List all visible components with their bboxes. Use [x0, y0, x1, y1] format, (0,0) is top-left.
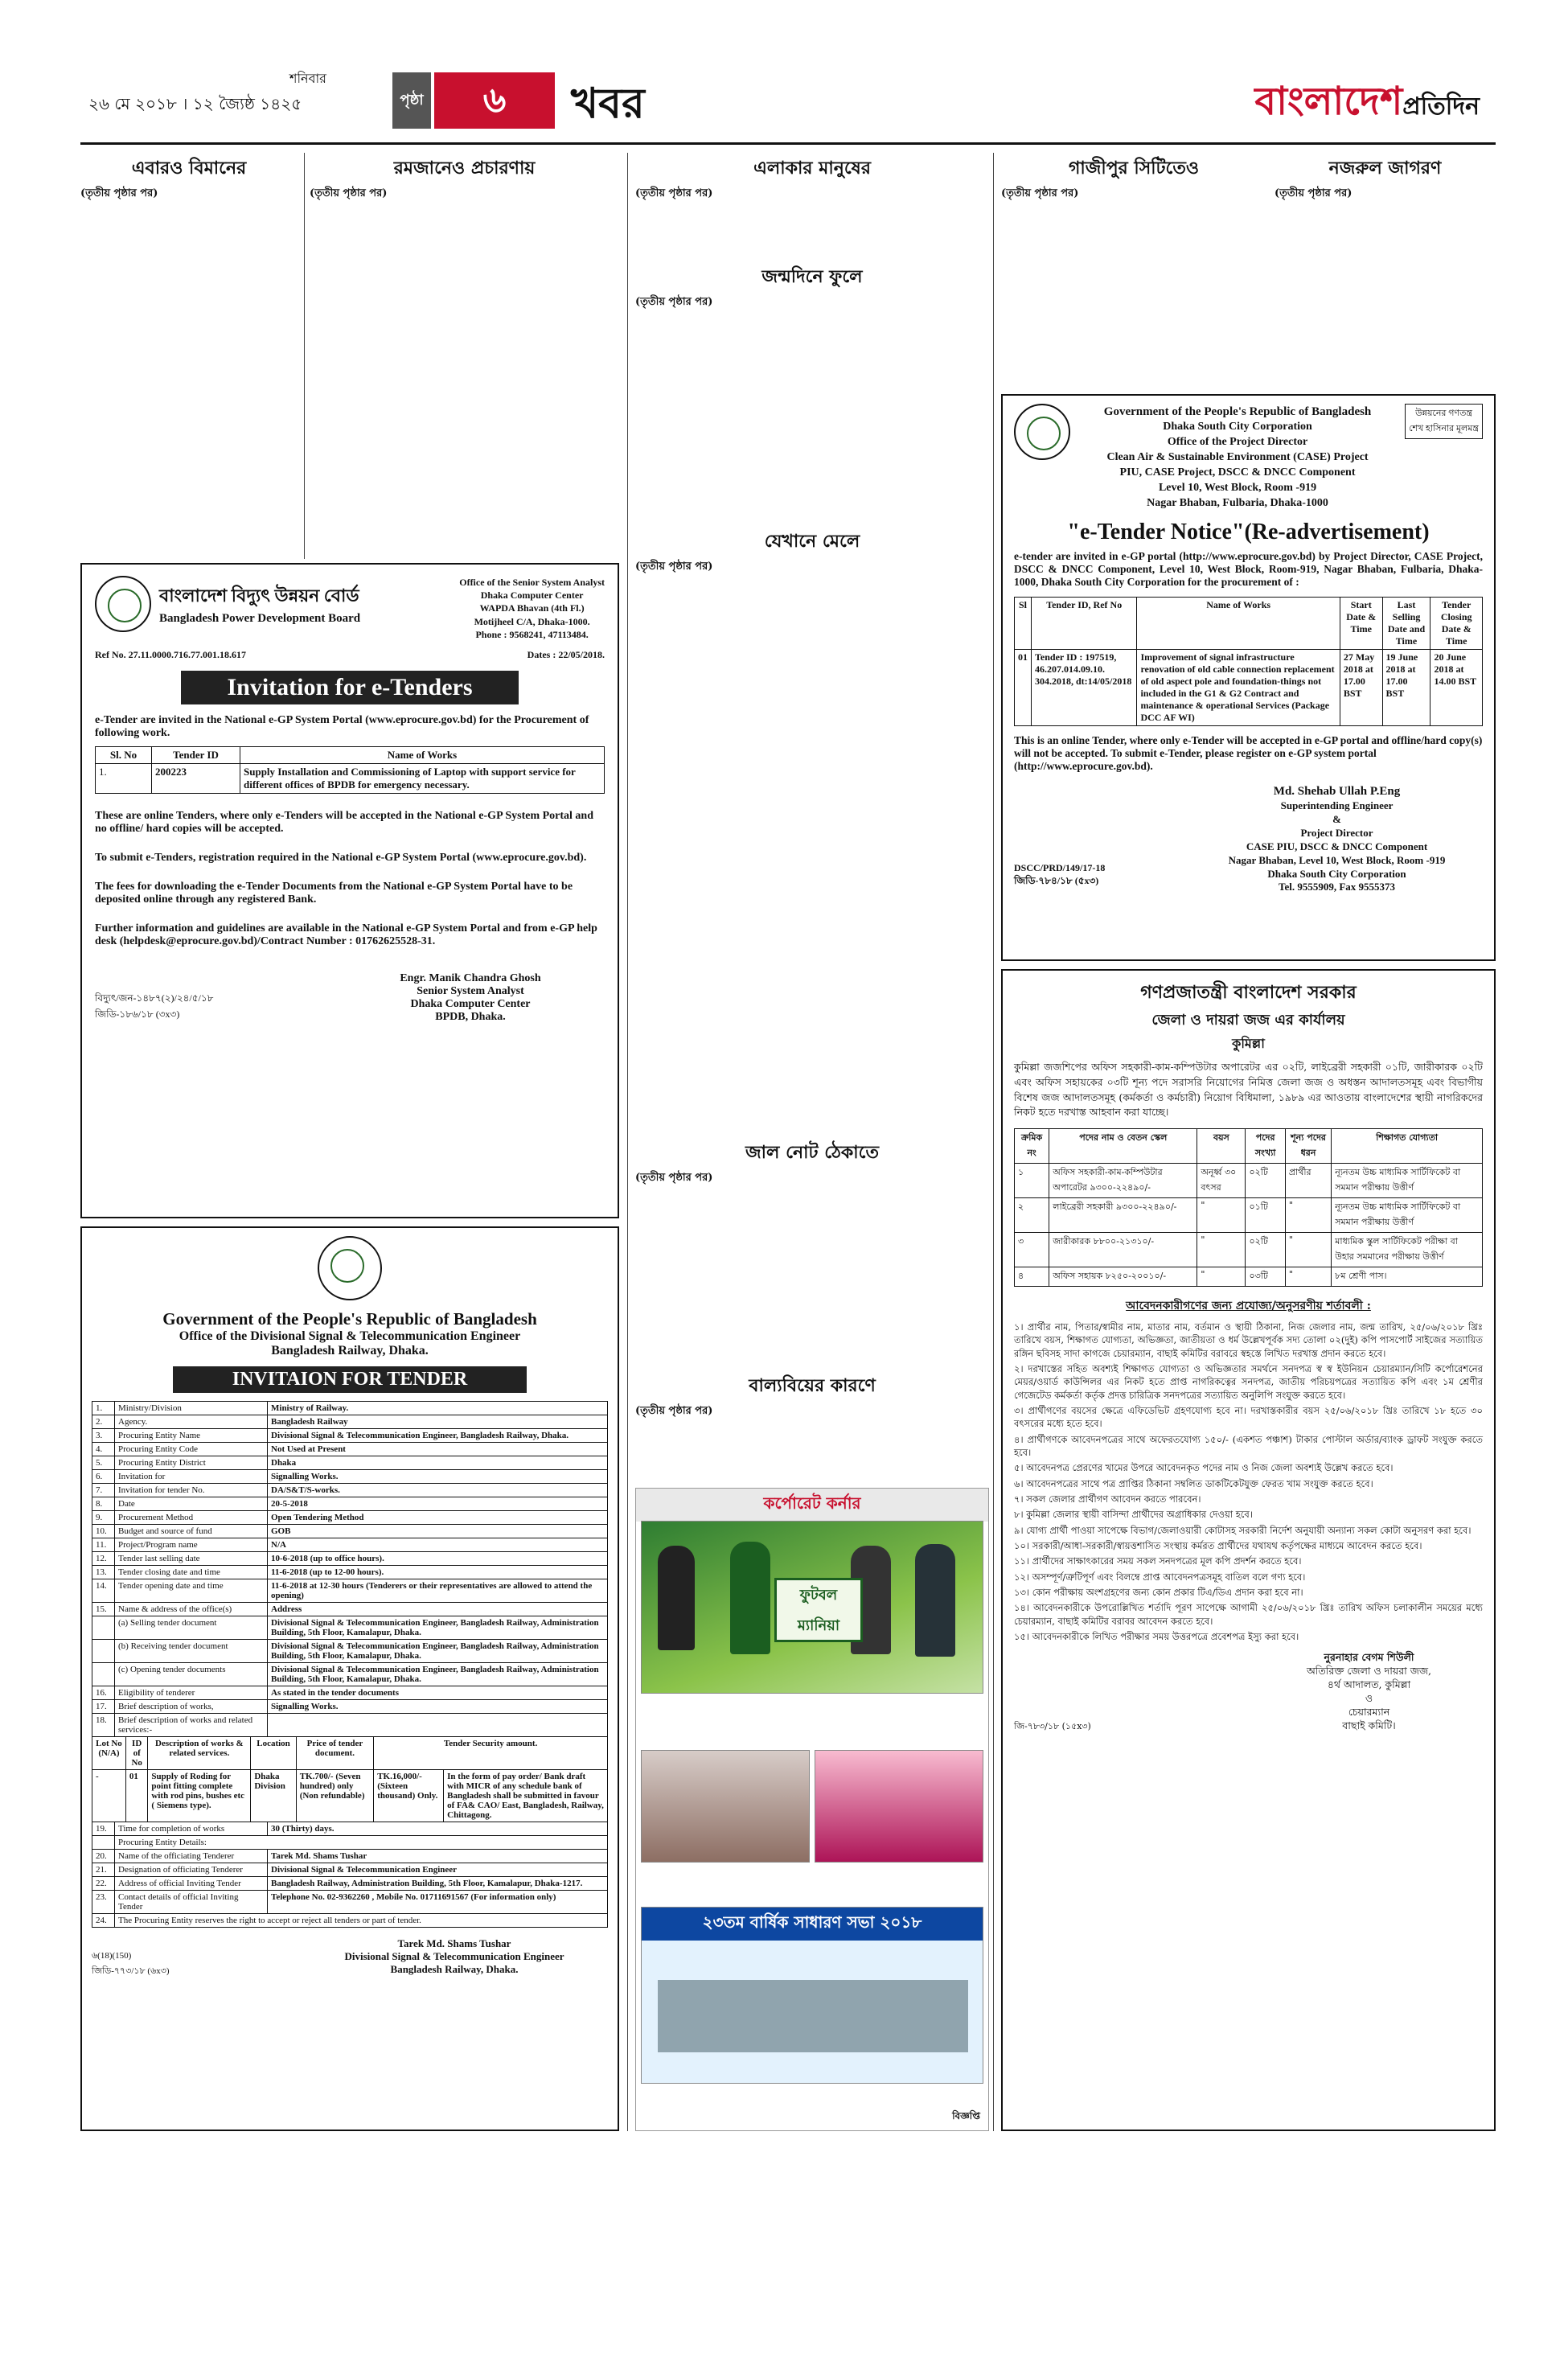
- row-value: N/A: [268, 1538, 608, 1552]
- column-divider: [304, 153, 305, 559]
- dscc-title: "e-Tender Notice"(Re-advertisement): [1067, 519, 1430, 544]
- news-column-2: [310, 153, 619, 559]
- column-divider: [993, 153, 994, 2131]
- headline-jal-note: জাল নোট ঠেকাতে: [745, 1143, 879, 1164]
- bpdb-tender-notice: বাংলাদেশ বিদ্যুৎ উন্নয়ন বোর্ড Bangladesh Power Development Board Office of the Senior System Analyst Dhaka Computer Center WAPDA Bhavan (4th Fl.) Motijheel C/A, Dhaka-1000. Phone : 9568241, 47113484. Ref No. 27.11.0000.716.77.001.18.617 Dates : 22/05/2018. Invitation for e-Tenders e-Tender are invited in the National e-GP System Portal (www.eprocure.gov.bd) for the Procurement of following work. Sl. No Tender ID Name of Works 1. 200223 Supply Installation and Commissioning of Laptop with support service for different offices of BPDB for emergency necessary. These are online Tenders, where only e-Tenders will be accepted in the National e-GP System Portal and no offline/ hard copies will be accepted. To submit e-Tenders, registration required in the National e-GP System Portal (www.eprocure.gov.bd). The fees for downloading the e-Tender Documents from the National e-GP System Portal have to be deposited online through any registered Bank. Further information and guidelines are available in the National e-GP System Portal and from e-GP help desk (helpdesk@eprocure.gov.bd)/Contract Number : 01762625528-31. Engr. Manik Chandra Ghosh Senior System Analyst Dhaka Computer Center BPDB, Dhaka. বিদ্যুৎ/জন-১৪৮৭(২)/২৪/৫/১৮ জিডি-১৮৬/১৮ (৩x৩): [80, 563, 619, 1218]
- table-cell: ৩: [1015, 1233, 1049, 1267]
- row-number: 14.: [92, 1579, 115, 1603]
- railway-tender-notice: Government of the People's Republic of Bangladesh Office of the Divisional Signal & Telecommunication Engineer Bangladesh Railway, Dhaka. INVITAION FOR TENDER 1. Ministry/Division Ministry of Railway. 2. Agency. Bangladesh Railway 3. Procuring Entity Name Divisional Signal & Telecommunication Engineer, Bangladesh Railway, Dhaka. 4. Procuring Entity Code Not Used at Present 5. Procuring Entity District Dhaka 6. Invitation for Signalling Works. 7. Invitation for tender No. DA/S&T/S-works. 8. Date 20-5-2018 9. Procurement Method Open Tendering Method 10. Budget and source of fund GOB 11. Project/Program name N/A 12. Tender last selling date 10-6-2018 (up to office hours). 13. Tender closing date and time 11-6-2018 (up to 12-00 hours). 14. Tender opening date and time 11-6-2018 at 12-30 hours (Tenderers or their representatives are allowed to attend the opening) 15. Name & address of the office(s) Address (a) Selling tender document Divisional Signal & Telecommunication Engineer, Bangladesh Railway, Administration Building, 5th Floor, Kamalapur, Dhaka. (b) Receiving tender document Divisional Signal & Telecommunication Engineer, Bangladesh Railway, Administration Building, 5th Floor, Kamalapur, Dhaka. (c) Opening tender documents Divisional Signal & Telecommunication Engineer, Bangladesh Railway, Administration Building, 5th Floor, Kamalapur, Dhaka. 16. Eligibility of tenderer As stated in the tender documents 17. Brief description of works, Signalling Works. 18. Brief description of works and related services:- Lot No (N/A) ID of No Description of works & related services. Location Price of tender document. Tender Security amount. - 01 Supply of Roding for point fitting complete with rod pins, bushes etc ( Siemens type). Dhaka Division TK.700/- (Seven hundred) only (Non refundable) TK.16,000/- (Sixteen thousand) Only. In the form of pay order/ Bank draft with MICR of any schedule bank of Bangladesh shall be submitted in favour of FA& CAO/ East, Bangladesh, Railway, Chittagong. 19. Time for completion of works 30 (Thirty) days. Procuring Entity Details: 20. Name of the officiating Tenderer Tarek Md. Shams Tushar 21. Designation of officiating Tenderer Divisional Signal & Telecommunication Engineer 22. Address of official Inviting Tender Bangladesh Railway, Administration Building, 5th Floor, Kamalapur, Dhaka-1217. 23. Contact details of official Inviting Tender Telephone No. 02-9362260 , Mobile No. 01711691567 (For information only) 24. The Procuring Entity reserves the right to accept or reject all tenders or part of tender. Tarek Md. Shams Tushar Divisional Signal & Telecommunication Engineer Bangladesh Railway, Dhaka. ৬(18)(150) জিডি-৭৭৩/১৮ (৬x৩): [80, 1226, 619, 2131]
- comilla-office: জেলা ও দায়রা জজ এর কার্যালয়: [1151, 1012, 1345, 1029]
- table-row: [92, 1456, 608, 1470]
- row-number: 13.: [92, 1566, 115, 1579]
- table-cell: 20 June 2018 at 14.00 BST: [1430, 649, 1483, 725]
- table-row: [92, 1525, 608, 1538]
- row-value: Open Tendering Method: [268, 1511, 608, 1525]
- photo-agm: [641, 1907, 983, 2084]
- table-cell: 01: [125, 1770, 148, 1822]
- row-value: Divisional Signal & Telecommunication Engineer, Bangladesh Railway, Administration Building, 5th Floor, Kamalapur, Dhaka.: [268, 1640, 608, 1663]
- condition-item: ১৪। আবেদনকারীকে উপরোল্লিখিত শর্তাদি পূরণ সাপেক্ষে আগামী ২৫/০৬/২০১৮ খ্রিঃ তারিখ অফিস চলাকালীন সময়ের মধ্যে চেয়ারম্যান, বাছাই কমিটির বরাবর আবেদন করতে হবে।: [1014, 1602, 1483, 1627]
- table-row: [92, 1484, 608, 1497]
- newspaper-logo: বাংলাদেশপ্রতিদিন: [1254, 79, 1480, 124]
- bpdb-para-1: These are online Tenders, where only e-Tenders will be accepted in the National e-GP System Portal and no offline/ hard copies will be accepted.: [95, 809, 594, 835]
- table-cell: ": [1197, 1233, 1246, 1267]
- railway-works-table: [92, 1736, 608, 1822]
- row-label: Contact details of official Inviting Tender: [115, 1891, 268, 1914]
- headline-jekhane: যেখানে মেলে: [764, 532, 860, 552]
- railway-emblem-icon: [318, 1236, 382, 1300]
- row-label: Project/Program name: [115, 1538, 268, 1552]
- photo-award: [641, 1750, 810, 1863]
- dscc-intro: e-tender are invited in e-GP portal (http://www.eprocure.gov.bd) by Project Director, CASE Project, DSCC & DNCC Component, Level 10, West Block, Room-919, Nagar Bhaban, Fulbaria, Dhaka-1000, Dhaka South City Corporation for the procurement of :: [1014, 549, 1483, 588]
- bpdb-center: Dhaka Computer Center: [480, 589, 584, 602]
- table-cell: -: [92, 1770, 126, 1822]
- row-value: Divisional Signal & Telecommunication Engineer, Bangladesh Railway, Administration Building, 5th Floor, Kamalapur, Dhaka.: [268, 1663, 608, 1686]
- photo-football-mania: [641, 1521, 983, 1694]
- table-cell: মাধ্যমিক স্কুল সার্টিফিকেট পরীক্ষা বা উহার সমমানের পরীক্ষায় উত্তীর্ণ: [1332, 1233, 1483, 1267]
- page-number: ৬: [482, 80, 507, 121]
- bpdb-date: Dates : 22/05/2018.: [527, 648, 605, 660]
- table-cell: 27 May 2018 at 17.00 BST: [1340, 649, 1382, 725]
- row-number: 16.: [92, 1686, 115, 1700]
- table-row: [92, 1863, 608, 1877]
- table-row: [92, 1836, 608, 1850]
- table-cell: Tender ID : 197519, 46.207.014.09.10. 304.2018, dt:14/05/2018: [1032, 649, 1137, 725]
- railway-office: Office of the Divisional Signal & Telecommunication Engineer: [179, 1329, 521, 1343]
- dscc-govt: Government of the People's Republic of Bangladesh: [1103, 405, 1372, 418]
- table-cell: ০২টি: [1246, 1164, 1285, 1198]
- page-label: পৃষ্ঠা: [392, 72, 431, 129]
- bpdb-signatory: Engr. Manik Chandra Ghosh: [400, 971, 541, 984]
- row-label: Invitation for: [115, 1470, 268, 1484]
- row-value: Dhaka: [268, 1456, 608, 1470]
- table-cell: অনূর্ধ্ব ৩০ বৎসর: [1197, 1164, 1246, 1198]
- bpdb-address: Motijheel C/A, Dhaka-1000.: [474, 615, 590, 627]
- row-value: 10-6-2018 (up to office hours).: [268, 1552, 608, 1566]
- row-value: DA/S&T/S-works.: [268, 1484, 608, 1497]
- comilla-signatory: নুরনাহার বেগম শিউলী: [1324, 1651, 1414, 1664]
- lead-ref: (তৃতীয় পৃষ্ঠার পর): [310, 187, 388, 199]
- table-cell: ": [1197, 1198, 1246, 1233]
- table-cell: অফিস সহায়ক ৮২৫০-২০০১০/-: [1049, 1267, 1197, 1287]
- table-cell: Dhaka Division: [251, 1770, 296, 1822]
- condition-item: ৯। যোগ্য প্রার্থী পাওয়া সাপেক্ষে বিভাগ/জেলাওয়ারী কোটাসহ সরকারী নির্দেশ অনুযায়ী অন্যান্য সকল কোটা অনুসরণ করা হবে।: [1014, 1524, 1472, 1536]
- condition-item: ১২। অসম্পূর্ণ/ত্রুটিপূর্ণ এবং বিলম্বে প্রাপ্ত আবেদনপত্রসমূহ বাতিল বলে গণ্য হবে।: [1014, 1571, 1306, 1583]
- table-cell: জারীকারক ৮৮০০-২১৩১০/-: [1049, 1233, 1197, 1267]
- row-number: 2.: [92, 1415, 115, 1429]
- row-label: Eligibility of tenderer: [115, 1686, 268, 1700]
- condition-item: ১। প্রার্থীর নাম, পিতার/স্বামীর নাম, মাতার নাম, বর্তমান ও স্থায়ী ঠিকানা, নিজ জেলার নাম, জন্ম তারিখ, ২৫/০৬/২০১৮ খ্রিঃ তারিখে বয়স, শিক্ষাগত যোগ্যতা, অভিজ্ঞতা, জাতীয়তা ও ধর্ম উল্লেখপূর্বক সদ্য তোলা ০২(দুই) কপি পাসপোর্ট সাইজের সত্যায়িত রঙ্গিন ছবিসহ সাদা কাগজে চেয়ারম্যান, বাছাই কমিটির বরাবরে স্বহস্তে লিখিত দরখাস্ত প্রদান করতে হবে।: [1014, 1321, 1483, 1359]
- table-cell: ": [1285, 1198, 1331, 1233]
- row-value: As stated in the tender documents: [268, 1686, 608, 1700]
- row-number: 8.: [92, 1497, 115, 1511]
- row-label: Ministry/Division: [115, 1402, 268, 1415]
- column-header: Location: [251, 1737, 296, 1770]
- row-label: Procuring Entity Code: [115, 1443, 268, 1456]
- headline-birthday: জন্মদিনে ফুলে: [761, 266, 863, 287]
- row-label: (c) Opening tender documents: [115, 1663, 268, 1686]
- row-number: 5.: [92, 1456, 115, 1470]
- table-row: [92, 1470, 608, 1484]
- dscc-works-table: [1014, 597, 1483, 726]
- row-label: Procuring Entity Details:: [115, 1836, 608, 1850]
- row-label: Date: [115, 1497, 268, 1511]
- column-header: Tender ID, Ref No: [1032, 597, 1137, 649]
- condition-item: ৮। কুমিল্লা জেলার স্থায়ী বাসিন্দা প্রার্থীদের অগ্রাধিকার দেওয়া হবে।: [1014, 1509, 1253, 1521]
- row-number: [92, 1616, 115, 1640]
- table-cell: ০২টি: [1246, 1233, 1285, 1267]
- table-cell: ৪: [1015, 1267, 1049, 1287]
- row-label: Time for completion of works: [115, 1822, 268, 1836]
- row-label: Invitation for tender No.: [115, 1484, 268, 1497]
- table-row: [1015, 1198, 1483, 1233]
- table-cell: ন্যূনতম উচ্চ মাধ্যমিক সার্টিফিকেট বা সমমান পরীক্ষায় উত্তীর্ণ: [1332, 1164, 1483, 1198]
- release-label: বিজ্ঞপ্তি: [952, 2110, 980, 2121]
- row-value: Divisional Signal & Telecommunication Engineer, Bangladesh Railway, Dhaka.: [268, 1429, 608, 1443]
- row-label: (b) Receiving tender document: [115, 1640, 268, 1663]
- column-header: Tender Closing Date & Time: [1430, 597, 1483, 649]
- headline-elakar: এলাকার মানুষের: [753, 158, 871, 179]
- condition-item: ১১। প্রার্থীদের সাক্ষাৎকারের সময় সকল সনদপত্রের মূল কপি প্রদর্শন করতে হবে।: [1014, 1555, 1302, 1567]
- table-row: [92, 1877, 608, 1891]
- railway-org: Bangladesh Railway, Dhaka.: [271, 1344, 429, 1357]
- condition-item: ৪। প্রার্থীগণকে আবেদনপত্রের সাথে অফেরতযোগ্য ১৫০/- (একশত পঞ্চাশ) টাকার পোস্টাল অর্ডার/ব্যাংক ড্রাফট সংযুক্ত করতে হবে।: [1014, 1433, 1483, 1458]
- headline-biman: এবারও বিমানের: [131, 158, 247, 179]
- bpdb-para-4: Further information and guidelines are available in the National e-GP System Portal and from e-GP help desk (helpdesk@eprocure.gov.bd)/Contract Number : 01762625528-31.: [95, 922, 597, 947]
- row-label: Tender opening date and time: [115, 1579, 268, 1603]
- row-value: Bangladesh Railway, Administration Building, 5th Floor, Kamalapur, Dhaka-1217.: [268, 1877, 608, 1891]
- photo-event: [815, 1750, 983, 1863]
- row-value: Ministry of Railway.: [268, 1402, 608, 1415]
- headline-balyabiye: বাল্যবিয়ের কারণে: [749, 1375, 876, 1396]
- row-number: [92, 1640, 115, 1663]
- row-label: Agency.: [115, 1415, 268, 1429]
- table-row: [92, 1822, 608, 1836]
- table-cell: Improvement of signal infrastructure renovation of old cable connection replacement of old aspect pole and foundation-things not included in the G1 & G2 Contract and maintenance & operational Services (Package DCC AF WI): [1137, 649, 1340, 725]
- table-row: [92, 1429, 608, 1443]
- row-number: 6.: [92, 1470, 115, 1484]
- row-number: 17.: [92, 1700, 115, 1714]
- news-column-1: [80, 153, 298, 559]
- table-row: [92, 1511, 608, 1525]
- table-cell: ": [1197, 1267, 1246, 1287]
- bpdb-title: Invitation for e-Tenders: [181, 671, 519, 704]
- table-row: [92, 1402, 608, 1415]
- masthead: [80, 56, 1496, 145]
- news-column-4: গাজীপুর সিটিতেও (তৃতীয় পৃষ্ঠার পর): [1001, 153, 1266, 386]
- row-value: [268, 1714, 608, 1737]
- row-label: Name of the officiating Tenderer: [115, 1850, 268, 1863]
- row-value: 20-5-2018: [268, 1497, 608, 1511]
- row-value: GOB: [268, 1525, 608, 1538]
- row-number: 20.: [92, 1850, 115, 1863]
- table-cell: ": [1285, 1267, 1331, 1287]
- column-header: পদের নাম ও বেতন স্কেল: [1049, 1129, 1197, 1164]
- row-number: 24.: [92, 1914, 115, 1928]
- row-value: 30 (Thirty) days.: [268, 1822, 608, 1836]
- condition-item: ৩। প্রার্থীগণের বয়সের ক্ষেত্রে এফিডেভিট গ্রহণযোগ্য হবে না। দরখাস্তকারীর বয়স ২৫/০৬/২০১৮ খ্রিঃ তারিখে ১৮ হতে ৩০ বৎসরের মধ্যে হতে হবে।: [1014, 1404, 1483, 1430]
- bpdb-office: Office of the Senior System Analyst: [459, 577, 605, 588]
- row-value: Signalling Works.: [268, 1700, 608, 1714]
- column-header: Last Selling Date and Time: [1382, 597, 1430, 649]
- row-label: (a) Selling tender document: [115, 1616, 268, 1640]
- bpdb-works-table: [95, 746, 605, 794]
- condition-item: ২। দরখাস্তের সহিত অবশ্যই শিক্ষাগত যোগ্যতা ও অভিজ্ঞতার সমর্থনে সনদপত্র স্ব স্ব ইউনিয়ন চেয়ারম্যান/সিটি কর্পোরেশনের মেয়র/ওয়ার্ড কাউন্সিলর এর নিকট হতে প্রাপ্ত নাগরিকত্বের সনদপত্র, জাতীয় পরিচয়পত্রের সত্যায়িত কপি এবং ১ম শ্রেণীর গেজেটেড কর্মকর্তা কর্তৃক প্রদত্ত চারিত্রিক সনদপত্রের সত্যায়িত অনুলিপি সংযুক্ত করতে হবে।: [1014, 1362, 1483, 1401]
- bpdb-phone: Phone : 9568241, 47113484.: [475, 628, 589, 640]
- table-row: [92, 1603, 608, 1616]
- comilla-district: কুমিল্লা: [1232, 1036, 1265, 1051]
- comilla-footer-gd: জি-৭৮৩/১৮ (১৫x৩): [1014, 1721, 1091, 1732]
- bpdb-name-en: Bangladesh Power Development Board: [159, 612, 361, 625]
- dscc-para-1: This is an online Tender, where only e-Tender will be accepted in e-GP portal and offline/hard copy(s) will not be accepted. To submit e-Tender, please register on e-GP system portal (http://www.eprocure.gov.bd).: [1014, 733, 1483, 772]
- row-number: 7.: [92, 1484, 115, 1497]
- row-value: 11-6-2018 (up to 12-00 hours).: [268, 1566, 608, 1579]
- page-number-box: [400, 72, 555, 129]
- table-row: [92, 1616, 608, 1640]
- table-row: [92, 1579, 608, 1603]
- column-header: শূন্য পদের ধরন: [1285, 1129, 1331, 1164]
- news-column-5: নজরুল জাগরণ (তৃতীয় পৃষ্ঠার পর): [1275, 153, 1496, 386]
- person-figure: [730, 1542, 770, 1654]
- table-cell: ১: [1015, 1164, 1049, 1198]
- dscc-footer-gd: জিডি-৭৮৪/১৮ (৫x৩): [1014, 875, 1099, 887]
- table-cell: প্রার্থীর: [1285, 1164, 1331, 1198]
- row-number: 12.: [92, 1552, 115, 1566]
- bpdb-logo-icon: [95, 576, 151, 632]
- row-number: 15.: [92, 1603, 115, 1616]
- row-label: Tender closing date and time: [115, 1566, 268, 1579]
- table-row: [92, 1770, 608, 1822]
- row-number: 18.: [92, 1714, 115, 1737]
- bpdb-intro: e-Tender are invited in the National e-GP System Portal (www.eprocure.gov.bd) for the Procurement of following work.: [95, 713, 589, 739]
- row-value: Signalling Works.: [268, 1470, 608, 1484]
- column-header: Price of tender document.: [296, 1737, 374, 1770]
- column-header: Start Date & Time: [1340, 597, 1382, 649]
- bpdb-ref: Ref No. 27.11.0000.716.77.001.18.617: [95, 648, 246, 660]
- condition-item: ১৩। কোন পরীক্ষায় অংশগ্রহণের জন্য কোন প্রকার টিএ/ডিএ প্রদান করা হবে না।: [1014, 1586, 1303, 1598]
- football-mania-poster: ফুটবল ম্যানিয়া: [774, 1578, 863, 1642]
- table-row: [92, 1714, 608, 1737]
- row-label: Brief description of works,: [115, 1700, 268, 1714]
- row-number: 23.: [92, 1891, 115, 1914]
- comilla-intro: কুমিল্লা জজশিপের অফিস সহকারী-কাম-কম্পিউটার অপারেটর এর ০২টি, লাইব্রেরী সহকারী ০১টি, জারীকারক ০২টি এবং অফিস সহায়কের ০৩টি শূন্য পদে সরাসরি নিয়োগের নিমিত্ত জেলা জজ ও অধস্তন আদালতসমূহ এবং বিভাগীয় বিশেষ জজ আদালতসমূহ (কর্মকর্তা ও কর্মচারী) নিয়োগ বিধিমালা, ১৯৮৯ এর আওতায় বাংলাদেশের স্থায়ী নাগরিকদের নিকট হতে দরখাস্ত আহবান করা যাচ্ছে।: [1014, 1061, 1483, 1119]
- person-figure: [658, 1546, 695, 1650]
- table-row: [92, 1552, 608, 1566]
- bpdb-name-bn: বাংলাদেশ বিদ্যুৎ উন্নয়ন বোর্ড: [159, 585, 359, 606]
- issue-date: শনিবার ২৬ মে ২০১৮ । ১২ জ্যৈষ্ঠ ১৪২৫: [88, 92, 410, 119]
- th-tender-id: Tender ID: [152, 746, 240, 763]
- table-cell: ০১টি: [1246, 1198, 1285, 1233]
- comilla-conditions: [1014, 1320, 1483, 1643]
- bpdb-para-2: To submit e-Tenders, registration required in the National e-GP System Portal (www.eprocure.gov.bd).: [95, 851, 587, 864]
- railway-details-table: [92, 1401, 608, 1737]
- table-cell: ৮ম শ্রেণী পাস।: [1332, 1267, 1483, 1287]
- row-number: 22.: [92, 1877, 115, 1891]
- table-cell: 19 June 2018 at 17.00 BST: [1382, 649, 1430, 725]
- comilla-recruitment-notice: গণপ্রজাতন্ত্রী বাংলাদেশ সরকার জেলা ও দায়রা জজ এর কার্যালয় কুমিল্লা কুমিল্লা জজশিপের অফিস সহকারী-কাম-কম্পিউটার অপারেটর এর ০২টি, লাইব্রেরী সহকারী ০১টি, জারীকারক ০২টি এবং অফিস সহায়কের ০৩টি শূন্য পদে সরাসরি নিয়োগের নিমিত্ত জেলা জজ ও অধস্তন আদালতসমূহ এবং বিভাগীয় বিশেষ জজ আদালতসমূহ (কর্মকর্তা ও কর্মচারী) নিয়োগ বিধিমালা, ১৯৮৯ এর আওতায় বাংলাদেশের স্থায়ী নাগরিকদের নিকট হতে দরখাস্ত আহবান করা যাচ্ছে। ক্রমিক নং পদের নাম ও বেতন স্কেল বয়স পদের সংখ্যা শূন্য পদের ধরন শিক্ষাগত যোগ্যতা ১ অফিস সহকারী-কাম-কম্পিউটার অপারেটর ৯৩০০-২২৪৯০/- অনূর্ধ্ব ৩০ বৎসর ০২টি প্রার্থীর ন্যূনতম উচ্চ মাধ্যমিক সার্টিফিকেট বা সমমান পরীক্ষায় উত্তীর্ণ ২ লাইব্রেরী সহকারী ৯৩০০-২২৪৯০/- " ০১টি " ন্যূনতম উচ্চ মাধ্যমিক সার্টিফিকেট বা সমমান পরীক্ষায় উত্তীর্ণ ৩ জারীকারক ৮৮০০-২১৩১০/- " ০২টি " মাধ্যমিক স্কুল সার্টিফিকেট পরীক্ষা বা উহার সমমানের পরীক্ষায় উত্তীর্ণ ৪ অফিস সহায়ক ৮২৫০-২০০১০/- " ০৩টি " ৮ম শ্রেণী পাস। আবেদনকারীগণের জন্য প্রযোজ্য/অনুসরণীয় শর্তাবলী : ১। প্রার্থীর নাম, পিতার/স্বামীর নাম, মাতার নাম, বর্তমান ও স্থায়ী ঠিকানা, নিজ জেলার নাম, জন্ম তারিখ, ২৫/০৬/২০১৮ খ্রিঃ তারিখে বয়স, শিক্ষাগত যোগ্যতা, অভিজ্ঞতা, জাতীয়তা ও ধর্ম উল্লেখপূর্বক সদ্য তোলা ০২(দুই) কপি পাসপোর্ট সাইজের সত্যায়িত রঙ্গিন ছবিসহ সাদা কাগজে চেয়ারম্যান, বাছাই কমিটির বরাবরে স্বহস্তে লিখিত দরখাস্ত প্রদান করতে হবে। ২। দরখাস্তের সহিত অবশ্যই শিক্ষাগত যোগ্যতা ও অভিজ্ঞতার সমর্থনে সনদপত্র স্ব স্ব ইউনিয়ন চেয়ারম্যান/সিটি কর্পোরেশনের মেয়র/ওয়ার্ড কাউন্সিলর এর নিকট হতে প্রাপ্ত নাগরিকত্বের সনদপত্র, জাতীয় পরিচয়পত্রের সত্যায়িত কপি এবং ১ম শ্রেণীর গেজেটেড কর্মকর্তা কর্তৃক প্রদত্ত চারিত্রিক সনদপত্রের সত্যায়িত অনুলিপি সংযুক্ত করতে হবে। ৩। প্রার্থীগণের বয়সের ক্ষেত্রে এফিডেভিট গ্রহণযোগ্য হবে না। দরখাস্তকারীর বয়স ২৫/০৬/২০১৮ খ্রিঃ তারিখে ১৮ হতে ৩০ বৎসরের মধ্যে হতে হবে। ৪। প্রার্থীগণকে আবেদনপত্রের সাথে অফেরতযোগ্য ১৫০/- (একশত পঞ্চাশ) টাকার পোস্টাল অর্ডার/ব্যাংক ড্রাফট সংযুক্ত করতে হবে। ৫। আবেদনপত্র প্রেরণের খামের উপরে আবেদনকৃত পদের নাম ও নিজ জেলা অবশ্যই উল্লেখ করতে হবে। ৬। আবেদনপত্রের সাথে পত্র প্রাপ্তির ঠিকানা সম্বলিত ডাকটিকেটযুক্ত ফেরত খাম সংযুক্ত করতে হবে। ৭। সকল জেলার প্রার্থীগণ আবেদন করতে পারবেন। ৮। কুমিল্লা জেলার স্থায়ী বাসিন্দা প্রার্থীদের অগ্রাধিকার দেওয়া হবে। ৯। যোগ্য প্রার্থী পাওয়া সাপেক্ষে বিভাগ/জেলাওয়ারী কোটাসহ সরকারী নির্দেশ অনুযায়ী অন্যান্য সকল কোটা অনুসরণ করা হবে। ১০। সরকারী/আধা-সরকারী/স্বায়ত্তশাসিত সংস্থায় কর্মরত প্রার্থীদের যথাযথ কর্তৃপক্ষের মাধ্যমে আবেদন করতে হবে। ১১। প্রার্থীদের সাক্ষাৎকারের সময় সকল সনদপত্রের মূল কপি প্রদর্শন করতে হবে। ১২। অসম্পূর্ণ/ত্রুটিপূর্ণ এবং বিলম্বে প্রাপ্ত আবেদনপত্রসমূহ বাতিল বলে গণ্য হবে। ১৩। কোন পরীক্ষায় অংশগ্রহণের জন্য কোন প্রকার টিএ/ডিএ প্রদান করা হবে না। ১৪। আবেদনকারীকে উপরোল্লিখিত শর্তাদি পূরণ সাপেক্ষে আগামী ২৫/০৬/২০১৮ খ্রিঃ তারিখ অফিস চলাকালীন সময়ের মধ্যে চেয়ারম্যান, বাছাই কমিটির বরাবর আবেদন করতে হবে। ১৫। আবেদনকারীকে লিখিত পরীক্ষার সময় উত্তরপত্রে প্রবেশপত্র ইস্যু করা হবে। নুরনাহার বেগম শিউলী অতিরিক্ত জেলা ও দায়রা জজ, ৪র্থ আদালত, কুমিল্লা ও চেয়ারম্যান বাছাই কমিটি। জি-৭৮৩/১৮ (১৫x৩): [1001, 969, 1496, 2131]
- row-number: 9.: [92, 1511, 115, 1525]
- dscc-tender-notice: Government of the People's Republic of Bangladesh Dhaka South City Corporation Office of the Project Director Clean Air & Sustainable Environment (CASE) Project PIU, CASE Project, DSCC & DNCC Component Level 10, West Block, Room -919 Nagar Bhaban, Fulbaria, Dhaka-1000 উন্নয়নের গণতন্ত্র শেখ হাসিনার মূলমন্ত্র "e-Tender Notice"(Re-advertisement) e-tender are invited in e-GP portal (http://www.eprocure.gov.bd) by Project Director, CASE Project, DSCC & DNCC Component, Level 10, West Block, Room-919, Nagar Bhaban, Fulbaria, Dhaka-1000, Dhaka South City Corporation for the procurement of : Sl Tender ID, Ref No Name of Works Start Date & Time Last Selling Date and Time Tender Closing Date & Time 01 Tender ID : 197519, 46.207.014.09.10. 304.2018, dt:14/05/2018 Improvement of signal infrastructure renovation of old cable connection replacement of old aspect pole and foundation-things not included in the G1 & G2 Contract and maintenance & operational Services (Package DCC AF WI) 27 May 2018 at 17.00 BST 19 June 2018 at 17.00 BST 20 June 2018 at 14.00 BST This is an online Tender, where only e-Tender will be accepted in e-GP portal and offline/hard copy(s) will not be accepted. To submit e-Tender, please register on e-GP system portal (http://www.eprocure.gov.bd). Md. Shehab Ullah P.Eng Superintending Engineer & Project Director CASE PIU, DSCC & DNCC Component Nagar Bhaban, Level 10, West Block, Room -919 Dhaka South City Corporation Tel. 9555909, Fax 9555373 DSCC/PRD/149/17-18 জিডি-৭৮৪/১৮ (৫x৩): [1001, 394, 1496, 961]
- bpdb-wapda: WAPDA Bhavan (4th Fl.): [479, 602, 585, 614]
- table-row: [92, 1538, 608, 1552]
- table-row: [92, 1497, 608, 1511]
- table-row: [92, 1415, 608, 1429]
- condition-item: ১০। সরকারী/আধা-সরকারী/স্বায়ত্তশাসিত সংস্থায় কর্মরত প্রার্থীদের যথাযথ কর্তৃপক্ষের মাধ্যমে আবেদন করতে হবে।: [1014, 1539, 1422, 1551]
- row-value: Not Used at Present: [268, 1443, 608, 1456]
- table-cell: ০৩টি: [1246, 1267, 1285, 1287]
- row-value: Telephone No. 02-9362260 , Mobile No. 01711691567 (For information only): [268, 1891, 608, 1914]
- table-row: [92, 1891, 608, 1914]
- row-label: The Procuring Entity reserves the right to accept or reject all tenders or part of tender.: [115, 1914, 608, 1928]
- table-cell: TK.700/- (Seven hundred) only (Non refundable): [296, 1770, 374, 1822]
- dscc-logo-icon: [1014, 404, 1070, 460]
- row-value: Bangladesh Railway: [268, 1415, 608, 1429]
- row-value: Divisional Signal & Telecommunication Engineer, Bangladesh Railway, Administration Building, 5th Floor, Kamalapur, Dhaka.: [268, 1616, 608, 1640]
- table-row: [92, 1700, 608, 1714]
- comilla-conditions-title: আবেদনকারীগণের জন্য প্রযোজ্য/অনুসরণীয় শর্তাবলী :: [1126, 1300, 1371, 1312]
- person-figure: [915, 1544, 955, 1657]
- row-number: 3.: [92, 1429, 115, 1443]
- headline-nazrul: নজরুল জাগরণ: [1328, 158, 1442, 179]
- table-row: 1. 200223 Supply Installation and Commissioning of Laptop with support service for different offices of BPDB for emergency necessary.: [96, 763, 605, 793]
- row-number: [92, 1836, 115, 1850]
- row-label: Brief description of works and related services:-: [115, 1714, 268, 1737]
- row-number: [92, 1663, 115, 1686]
- corporate-corner: [635, 1488, 989, 2131]
- row-label: Procuring Entity Name: [115, 1429, 268, 1443]
- column-divider: [627, 153, 628, 2131]
- column-header: বয়স: [1197, 1129, 1246, 1164]
- column-header: শিক্ষাগত যোগ্যতা: [1332, 1129, 1483, 1164]
- table-cell: Supply of Roding for point fitting complete with rod pins, bushes etc ( Siemens type).: [148, 1770, 251, 1822]
- table-row: [1015, 1233, 1483, 1267]
- agm-banner: ২৩তম বার্ষিক সাধারণ সভা ২০১৮: [642, 1908, 983, 1941]
- dscc-badge: উন্নয়নের গণতন্ত্র শেখ হাসিনার মূলমন্ত্র: [1405, 404, 1483, 439]
- dscc-name: Dhaka South City Corporation: [1163, 421, 1312, 433]
- row-number: 10.: [92, 1525, 115, 1538]
- row-number: 21.: [92, 1863, 115, 1877]
- table-cell: লাইব্রেরী সহকারী ৯৩০০-২২৪৯০/-: [1049, 1198, 1197, 1233]
- comilla-posts-table: [1014, 1128, 1483, 1287]
- table-row: [92, 1566, 608, 1579]
- column-header: Lot No (N/A): [92, 1737, 126, 1770]
- railway-footer-gd: জিডি-৭৭৩/১৮ (৬x৩): [92, 1966, 170, 1976]
- table-row: [92, 1914, 608, 1928]
- news-column-3: এলাকার মানুষের (তৃতীয় পৃষ্ঠার পর) জন্মদিনে ফুলে (তৃতীয় পৃষ্ঠার পর) যেখানে মেলে (তৃতীয় পৃষ্ঠার পর) জাল নোট ঠেকাতে (তৃতীয় পৃষ্ঠার পর) বাল্যবিয়ের কারণে (তৃতীয় পৃষ্ঠার পর): [635, 153, 989, 2131]
- column-header: Description of works & related services.: [148, 1737, 251, 1770]
- row-value: Divisional Signal & Telecommunication Engineer: [268, 1863, 608, 1877]
- headline-gazipur: গাজীপুর সিটিতেও: [1068, 158, 1200, 179]
- headline-ramzan: রমজানেও প্রচারণায়: [393, 158, 536, 179]
- table-row: [1015, 649, 1483, 725]
- railway-entity-table: [92, 1822, 608, 1928]
- row-value: 11-6-2018 at 12-30 hours (Tenderers or their representatives are allowed to attend the opening): [268, 1579, 608, 1603]
- row-number: 1.: [92, 1402, 115, 1415]
- condition-item: ৫। আবেদনপত্র প্রেরণের খামের উপরে আবেদনকৃত পদের নাম ও নিজ জেলা অবশ্যই উল্লেখ করতে হবে।: [1014, 1462, 1394, 1474]
- table-cell: ": [1285, 1233, 1331, 1267]
- row-label: Address of official Inviting Tender: [115, 1877, 268, 1891]
- railway-govt-title: Government of the People's Republic of Bangladesh: [162, 1309, 537, 1329]
- table-row: [92, 1686, 608, 1700]
- railway-banner: INVITAION FOR TENDER: [173, 1366, 527, 1393]
- column-header: Tender Security amount.: [374, 1737, 608, 1770]
- table-cell: TK.16,000/- (Sixteen thousand) Only.: [374, 1770, 444, 1822]
- column-header: Sl: [1015, 597, 1032, 649]
- bpdb-para-3: The fees for downloading the e-Tender Documents from the National e-GP System Portal have to be deposited online through any registered Bank.: [95, 880, 573, 906]
- row-label: Budget and source of fund: [115, 1525, 268, 1538]
- row-number: 11.: [92, 1538, 115, 1552]
- condition-item: ১৫। আবেদনকারীকে লিখিত পরীক্ষার সময় উত্তরপত্রে প্রবেশপত্র ইস্যু করা হবে।: [1014, 1630, 1299, 1642]
- column-header: ID of No: [125, 1737, 148, 1770]
- th-works: Name of Works: [240, 746, 605, 763]
- comilla-govt: গণপ্রজাতন্ত্রী বাংলাদেশ সরকার: [1140, 982, 1357, 1003]
- row-label: Procurement Method: [115, 1511, 268, 1525]
- agm-stage: [658, 1980, 968, 2052]
- condition-item: ৬। আবেদনপত্রের সাথে পত্র প্রাপ্তির ঠিকানা সম্বলিত ডাকটিকেটযুক্ত ফেরত খাম সংযুক্ত করতে হবে।: [1014, 1477, 1373, 1489]
- row-number: 19.: [92, 1822, 115, 1836]
- table-row: [1015, 1164, 1483, 1198]
- table-row: [1015, 1267, 1483, 1287]
- table-cell: 01: [1015, 649, 1032, 725]
- th-sl: Sl. No: [96, 746, 152, 763]
- section-title: খবর: [571, 80, 645, 128]
- condition-item: ৭। সকল জেলার প্রার্থীগণ আবেদন করতে পারবেন।: [1014, 1493, 1201, 1505]
- table-cell: In the form of pay order/ Bank draft with MICR of any schedule bank of Bangladesh shall be submitted in favour of FA& CAO/ East, Bangladesh, Railway, Chittagong.: [444, 1770, 608, 1822]
- row-value: Tarek Md. Shams Tushar: [268, 1850, 608, 1863]
- dscc-signatory: Md. Shehab Ullah P.Eng: [1273, 784, 1401, 798]
- row-number: 4.: [92, 1443, 115, 1456]
- corporate-corner-label: কর্পোরেট কর্নার: [636, 1489, 988, 1522]
- table-row: [92, 1663, 608, 1686]
- table-row: [92, 1850, 608, 1863]
- row-label: Name & address of the office(s): [115, 1603, 268, 1616]
- railway-signatory: Tarek Md. Shams Tushar: [397, 1937, 511, 1949]
- bpdb-footer-gd: জিডি-১৮৬/১৮ (৩x৩): [95, 1008, 180, 1020]
- dscc-footer-code: DSCC/PRD/149/17-18: [1014, 862, 1106, 874]
- table-cell: ন্যূনতম উচ্চ মাধ্যমিক সার্টিফিকেট বা সমমান পরীক্ষায় উত্তীর্ণ: [1332, 1198, 1483, 1233]
- issue-day: শনিবার: [289, 71, 326, 86]
- table-cell: ২: [1015, 1198, 1049, 1233]
- bpdb-footer-code: বিদ্যুৎ/জন-১৪৮৭(২)/২৪/৫/১৮: [95, 992, 214, 1004]
- column-header: Name of Works: [1137, 597, 1340, 649]
- column-header: ক্রমিক নং: [1015, 1129, 1049, 1164]
- row-label: Designation of officiating Tenderer: [115, 1863, 268, 1877]
- railway-footer-code: ৬(18)(150): [92, 1951, 132, 1961]
- row-label: Procuring Entity District: [115, 1456, 268, 1470]
- lead-ref: (তৃতীয় পৃষ্ঠার পর): [80, 187, 158, 199]
- table-cell: অফিস সহকারী-কাম-কম্পিউটার অপারেটর ৯৩০০-২২৪৯০/-: [1049, 1164, 1197, 1198]
- table-row: [92, 1443, 608, 1456]
- row-label: Tender last selling date: [115, 1552, 268, 1566]
- table-row: [92, 1640, 608, 1663]
- row-value: Address: [268, 1603, 608, 1616]
- column-header: পদের সংখ্যা: [1246, 1129, 1285, 1164]
